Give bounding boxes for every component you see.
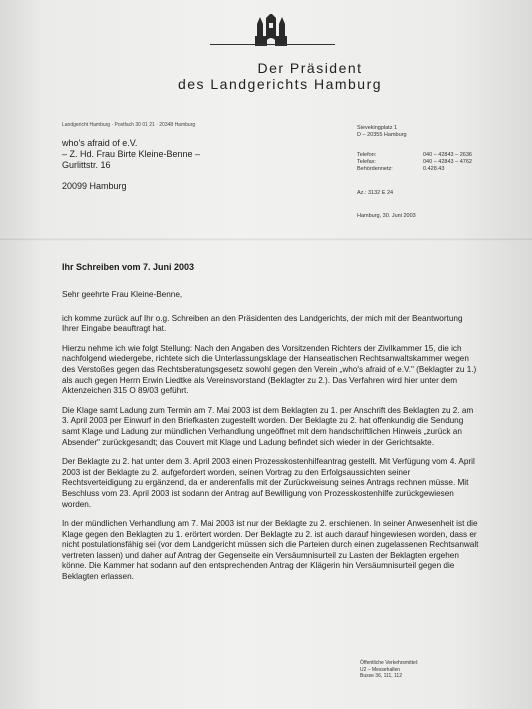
sender-line: Landgericht Hamburg · Postfach 30 01 21 · 20348 Hamburg	[62, 122, 196, 128]
contact-values	[423, 152, 472, 173]
header-rule	[210, 44, 335, 45]
transit-info: Öffentliche Verkehrsmittel: U2 – Messehallen Busse 36, 111, 112	[360, 660, 419, 679]
contact-labels	[357, 152, 393, 173]
contact-label: Telefax:	[357, 159, 376, 165]
paragraph: Die Klage samt Ladung zum Termin am 7. Mai 2003 ist dem Beklagten zu 1. per Anschrift des Beklagten zu 2. am 3. April 2003 per Einwurf in den Briefkasten zugestellt worden. Der Beklagte zu 2. hat offenkundig die Sendung samt Klage und Ladung zur mündlichen Verhandlung ungeöffnet mit dem handschriftlichen Hinweis „zurück an Absender" zurückgesandt; das Couvert mit Klage und Ladung befindet sich wieder in der Gerichtsakte.	[62, 405, 474, 447]
recipient-city: 20099 Hamburg	[62, 181, 127, 191]
recipient-line: who's afraid of e.V.	[62, 138, 138, 148]
salutation: Sehr geehrte Frau Kleine-Benne,	[62, 290, 183, 299]
letterhead-title: Der Präsident	[257, 60, 363, 76]
paragraph: Hierzu nehme ich wie folgt Stellung: Nach den Angaben des Vorsitzenden Richters der Zivilkammer 15, die ich nachfolgend wiedergebe, richtete sich die Unterlassungsklage der Hanseatischen Rechtsanwaltskammer wegen des Verstoßes gegen das Rechtsberatungsgesetz sowohl gegen den Verein „who's afraid of e.V." (Beklagter zu 1.) als auch gegen Herrn Erwin Liedtke als Vereinsvorstand (Beklagter zu 2.). Das Verfahren wird hier unter dem Aktenzeichen 315 O 89/03 geführt.	[62, 343, 477, 396]
recipient-line: Gurlittstr. 16	[62, 160, 111, 170]
contact-label: Behördennetz:	[357, 166, 393, 172]
contact-value: 040 – 42843 – 4762	[423, 159, 472, 165]
contact-value: 040 – 42843 – 2636	[423, 152, 472, 158]
recipient-address	[62, 138, 200, 192]
letterhead-subtitle: des Landgerichts Hamburg	[177, 76, 383, 92]
letter-date: Hamburg, 30. Juni 2003	[357, 213, 416, 219]
paragraph: Der Beklagte zu 2. hat unter dem 3. April 2003 einen Prozesskostenhilfeantrag gestellt. Mit Verfügung vom 4. April 2003 ist der Beklagte zu 2. aufgefordert worden, seinen Vortrag zu den Erfolgsaussichten seiner Rechtsverteidigung zu ergänzend, da er anderenfalls mit der Zurückweisung seines Antrags rechnen müsse. Mit Beschluss vom 23. April 2003 ist sodann der Antrag auf Bewilligung von Prozesskostenhilfe zurückgewiesen worden.	[62, 457, 475, 509]
contact-label: Telefon:	[357, 152, 377, 158]
hamburg-castle-logo-icon	[254, 14, 288, 52]
letter-subject: Ihr Schreiben vom 7. Juni 2003	[62, 262, 195, 272]
paragraph: In der mündlichen Verhandlung am 7. Mai 2003 ist nur der Beklagte zu 2. erschienen. In seiner Anwesenheit ist die Klage gegen den Beklagten zu 1. erörtert worden. Der Beklagte zu 2. ist auch darauf hingewiesen worden, dass er nicht postulationsfähig sei (vor dem Landgericht müssen sich die Parteien durch einen zugelassenen Rechtsanwalt vertreten lassen) und daher auf Antrag der Gegenseite ein Versäumnisurteil zu Lasten der Beklagten ergehen könne. Die Kammer hat sodann auf den entsprechenden Antrag der Klägerin hin Versäumnisurteil gegen die Beklagten erlassen.	[62, 519, 479, 582]
letter-body	[62, 290, 480, 592]
reference-number: Az.: 3132 E 24	[357, 190, 394, 196]
recipient-line: – Z. Hd. Frau Birte Kleine-Benne –	[62, 149, 201, 159]
paragraph: ich komme zurück auf Ihr o.g. Schreiben an den Präsidenten des Landgerichts, der mich mit der Beantwortung Ihrer Eingabe beauftragt hat.	[62, 313, 463, 334]
court-address: Sievekingplatz 1 D – 20355 Hamburg	[357, 125, 407, 138]
contact-value: 0.428.43	[423, 166, 445, 172]
